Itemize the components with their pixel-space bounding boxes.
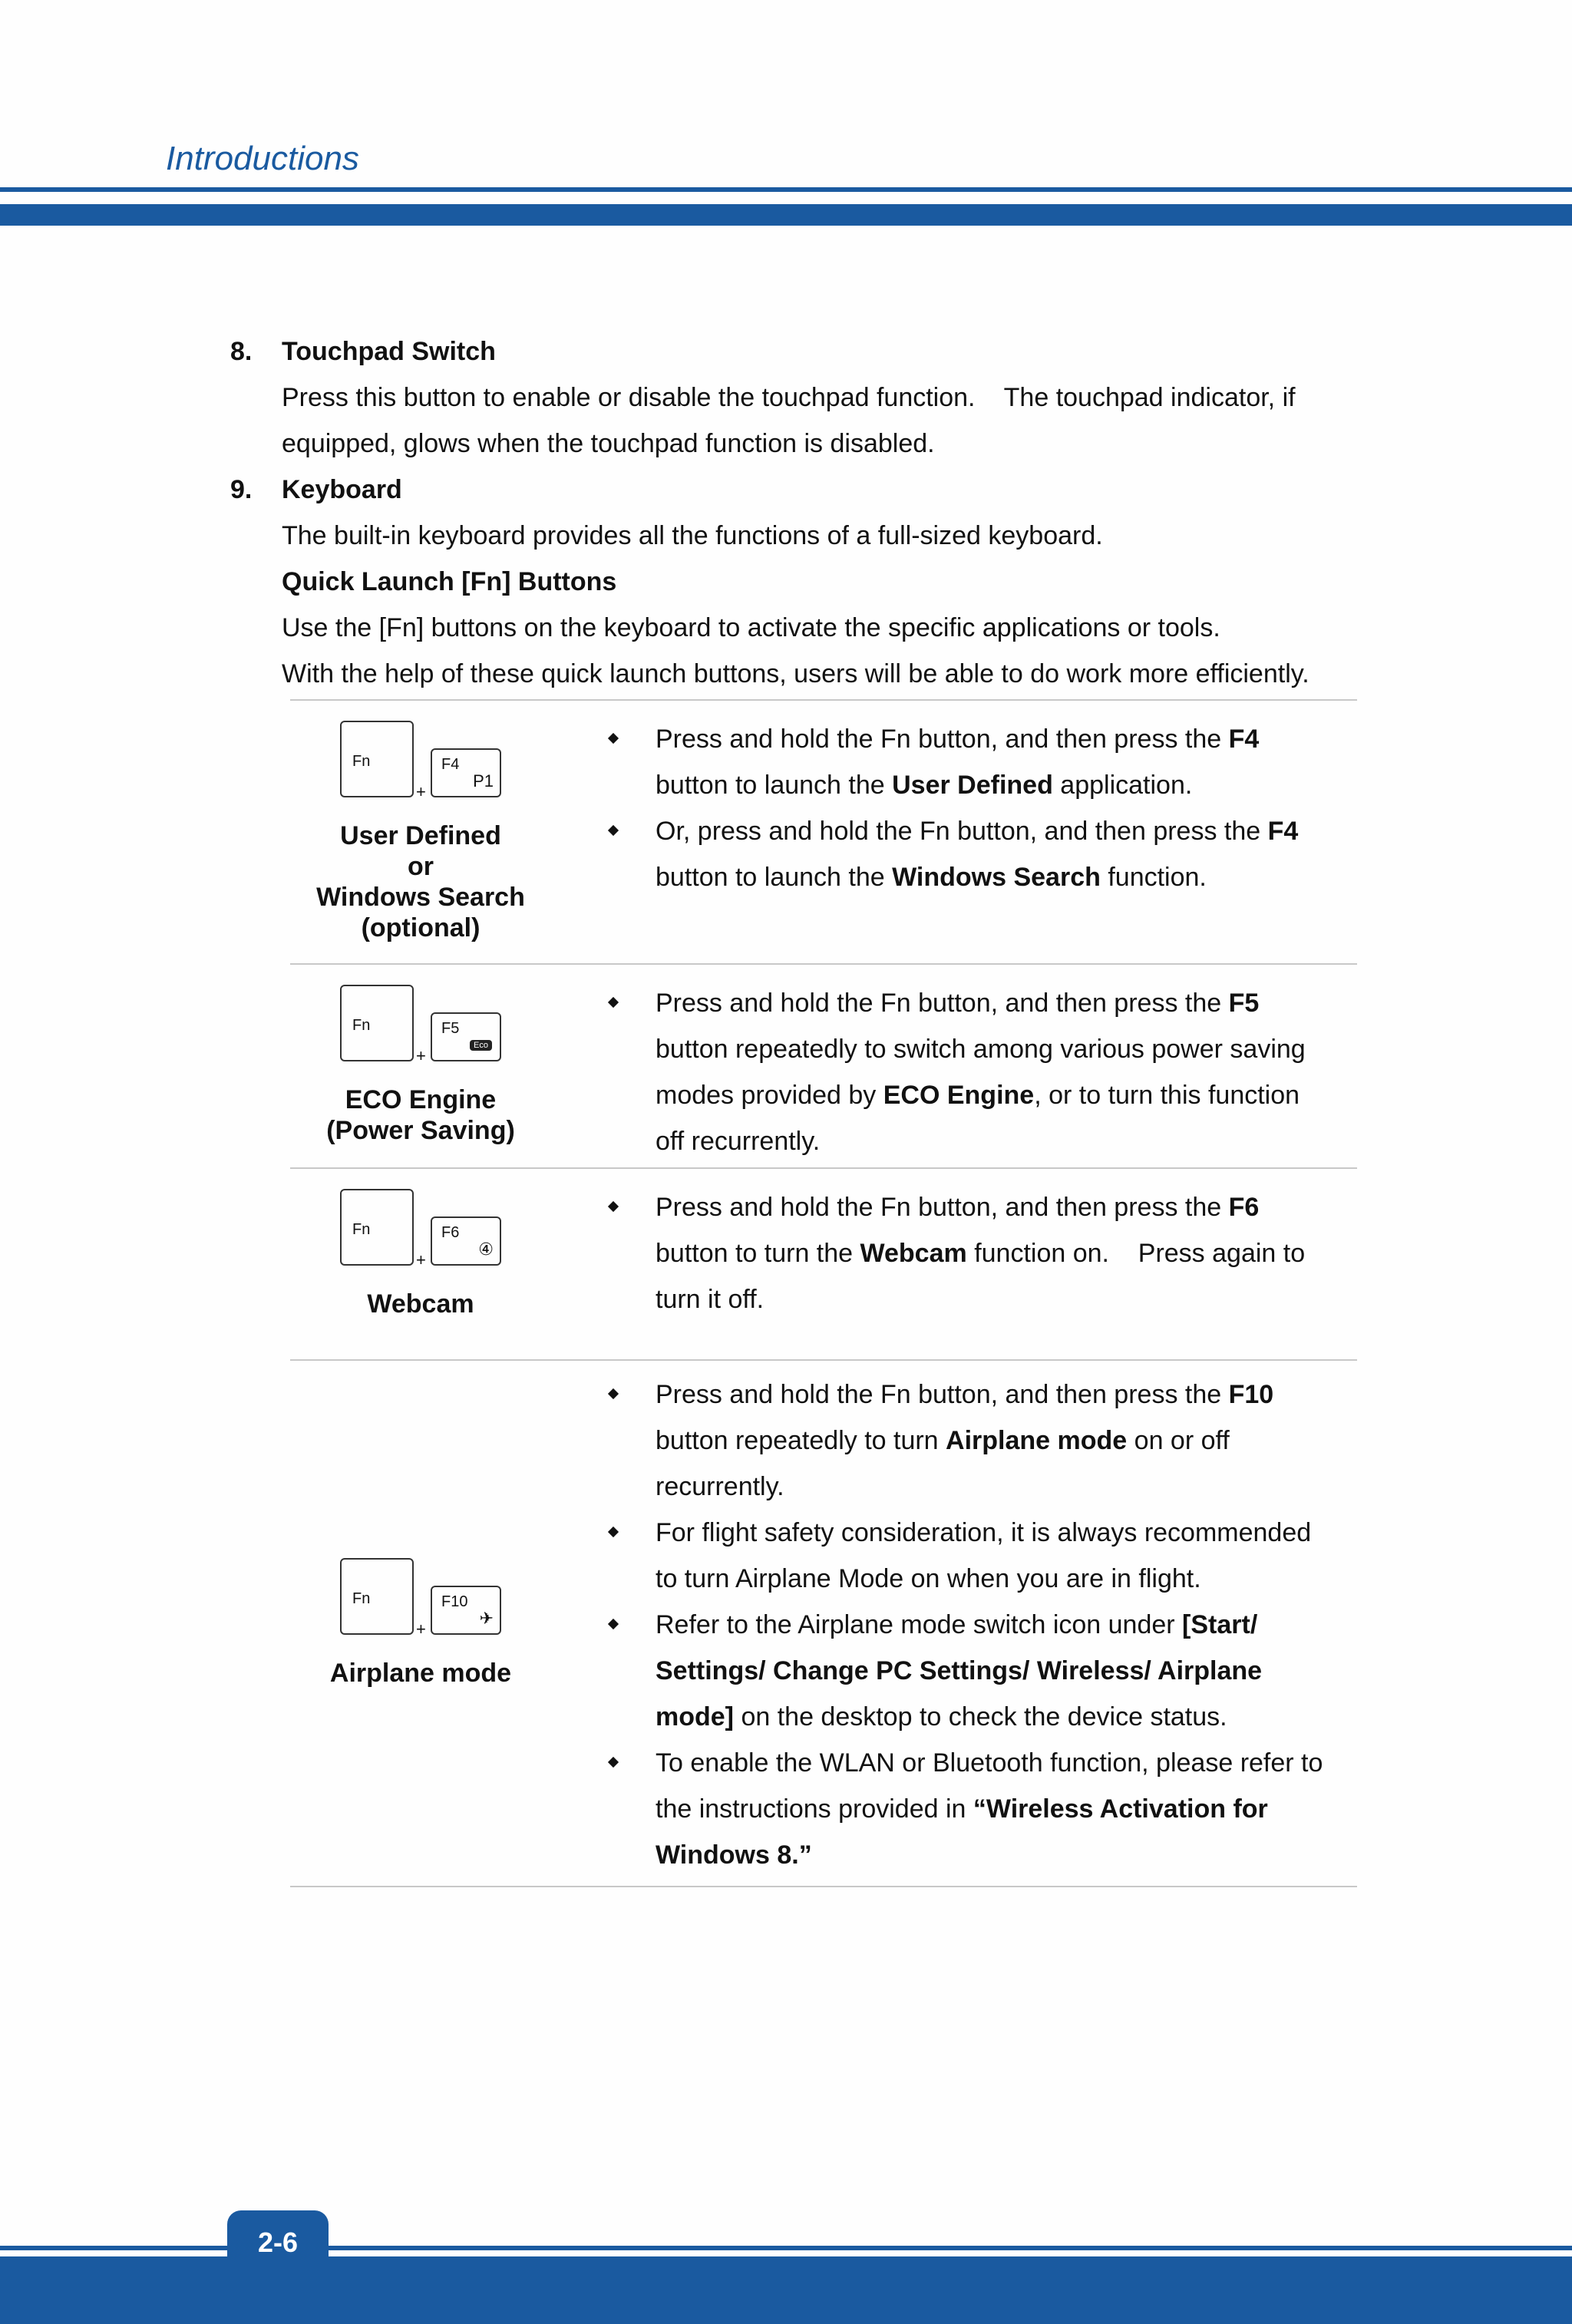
header-rule-thick [0,204,1572,226]
fn-key-table [290,699,1357,1887]
item-title: Keyboard [282,474,402,504]
caption-line: or [407,852,434,881]
fn-key [340,1558,414,1635]
function-key [431,748,501,797]
caption-line: (optional) [361,913,481,942]
bullet-bold: F6 [1228,1193,1260,1222]
item-number: 9. [230,474,253,504]
item-number: 8. [230,336,253,366]
bullet-item [602,808,1323,900]
bullet-bold: F10 [1228,1380,1274,1409]
bullet-text: For flight safety consideration, it is always recommended to turn Airplane Mode on when you are in flight. [656,1518,1312,1593]
bullet-list [602,980,1323,1164]
fn-table-row [290,963,1357,1167]
fn-key-label: Fn [352,1590,371,1607]
fn-key-caption [326,1084,515,1146]
bullet-bold: ECO Engine [883,1081,1035,1110]
bullet-text: To enable the WLAN or Bluetooth function, please refer to the instructions provided in [656,1748,1323,1824]
bullet-text: , or to turn this function off recurrently. [656,1081,1300,1156]
bullet-text: on or off recurrently. [656,1426,1230,1501]
caption-line: ECO Engine [345,1085,497,1114]
key-combo [340,985,501,1066]
fkey-symbol-icon: ✈ [479,1609,494,1628]
fn-key-illustration [290,1169,551,1359]
caption-line: Webcam [367,1289,474,1319]
paragraph-line: equipped, glows when the touchpad function is disabled. [282,429,935,458]
bullet-text: function. [1100,863,1207,892]
caption-line: Airplane mode [329,1659,512,1688]
bullet-text: Refer to the Airplane mode switch icon under [656,1610,1183,1639]
function-key [431,1012,501,1061]
fn-key [340,721,414,797]
paragraph-line: Press this button to enable or disable the touchpad function. The touchpad indicator, if [282,383,1296,412]
key-combo [340,1558,501,1639]
fkey-symbol-icon: P1 [473,771,494,791]
fn-key-caption [367,1289,474,1319]
bullet-text: button repeatedly to turn [656,1426,946,1455]
fn-key [340,985,414,1061]
plus-icon: + [416,1619,426,1639]
bullet-text: button to turn the [656,1239,860,1268]
fn-key-illustration [290,965,551,1167]
bullet-list [602,716,1323,900]
fn-table-row [290,699,1357,963]
bullet-list [602,1184,1323,1322]
fn-key-caption [330,1658,511,1689]
function-key-label: F4 [441,756,460,773]
key-combo [340,1189,501,1270]
fn-key-description [551,1361,1357,1886]
bullet-item [602,1184,1323,1322]
item-keyboard [230,467,1359,513]
content [230,328,1359,697]
fn-key-illustration [290,701,551,963]
bullet-item [602,980,1323,1164]
bullet-item [602,1372,1323,1510]
bullet-text: on the desktop to check the device status. [734,1702,1227,1731]
paragraph-line: The built-in keyboard provides all the functions of a full-sized keyboard. [282,521,1103,550]
function-key-label: F6 [441,1224,460,1241]
bullet-text: application. [1052,771,1193,800]
bullet-bold: Webcam [860,1239,967,1268]
bullet-text: button repeatedly to switch among various power saving modes provided by [656,1035,1306,1110]
fn-table-row [290,1167,1357,1359]
paragraph-line: With the help of these quick launch buttons, users will be able to do work more efficiently. [282,659,1309,688]
bullet-text: Or, press and hold the Fn button, and then press the [656,817,1268,846]
plus-icon: + [416,1250,426,1269]
bullet-text: Press and hold the Fn button, and then press the [656,725,1229,754]
fn-key-label: Fn [352,1221,371,1238]
fn-key-illustration [290,1361,551,1886]
fn-key-description [551,701,1357,963]
bullet-text: function on. Press again to turn it off. [656,1239,1306,1314]
bullet-bold: User Defined [892,771,1053,800]
bullet-bold: “Wireless Activation for Windows 8.” [656,1794,1268,1870]
bullet-item [602,1510,1323,1602]
bullet-bold: [Start/ Settings/ Change PC Settings/ Wireless/ Airplane mode] [656,1610,1263,1731]
fn-key [340,1189,414,1266]
item-title: Touchpad Switch [282,336,496,366]
bullet-text: button to launch the [656,771,893,800]
caption-line: User Defined [340,821,501,850]
plus-icon: + [416,1046,426,1065]
caption-line: Windows Search [316,883,525,912]
bullet-bold: Windows Search [892,863,1101,892]
bullet-item [602,716,1323,808]
section-title: Introductions [166,140,359,177]
subheading: Quick Launch [Fn] Buttons [282,567,617,596]
paragraph-line: Use the [Fn] buttons on the keyboard to activate the specific applications or tools. [282,613,1220,642]
bullet-text: Press and hold the Fn button, and then press the [656,989,1229,1018]
header-rule-thin [0,187,1572,192]
page-number: 2-6 [227,2210,329,2287]
fn-key-description [551,1169,1357,1359]
caption-line: (Power Saving) [326,1116,515,1145]
key-combo [340,721,501,802]
item-touchpad-switch [230,328,1359,375]
fn-key-label: Fn [352,1017,371,1034]
bullet-item [602,1602,1323,1740]
fn-key-description [551,965,1357,1167]
bullet-bold: F4 [1267,817,1299,846]
fn-key-label: Fn [352,753,371,770]
function-key [431,1586,501,1635]
bullet-list [602,1372,1323,1878]
fn-key-caption [316,820,525,943]
bullet-text: button to launch the [656,863,893,892]
function-key-label: F5 [441,1020,460,1037]
fkey-symbol-icon: ④ [478,1240,494,1259]
fn-table-row [290,1359,1357,1887]
bullet-bold: F4 [1228,725,1260,754]
function-key [431,1216,501,1266]
bullet-bold: F5 [1228,989,1260,1018]
plus-icon: + [416,782,426,801]
bullet-item [602,1740,1323,1878]
eco-icon: Eco [470,1040,492,1051]
bullet-text: Press and hold the Fn button, and then press the [656,1193,1229,1222]
bullet-text: Press and hold the Fn button, and then press the [656,1380,1229,1409]
function-key-label: F10 [441,1593,468,1610]
bullet-bold: Airplane mode [946,1426,1128,1455]
